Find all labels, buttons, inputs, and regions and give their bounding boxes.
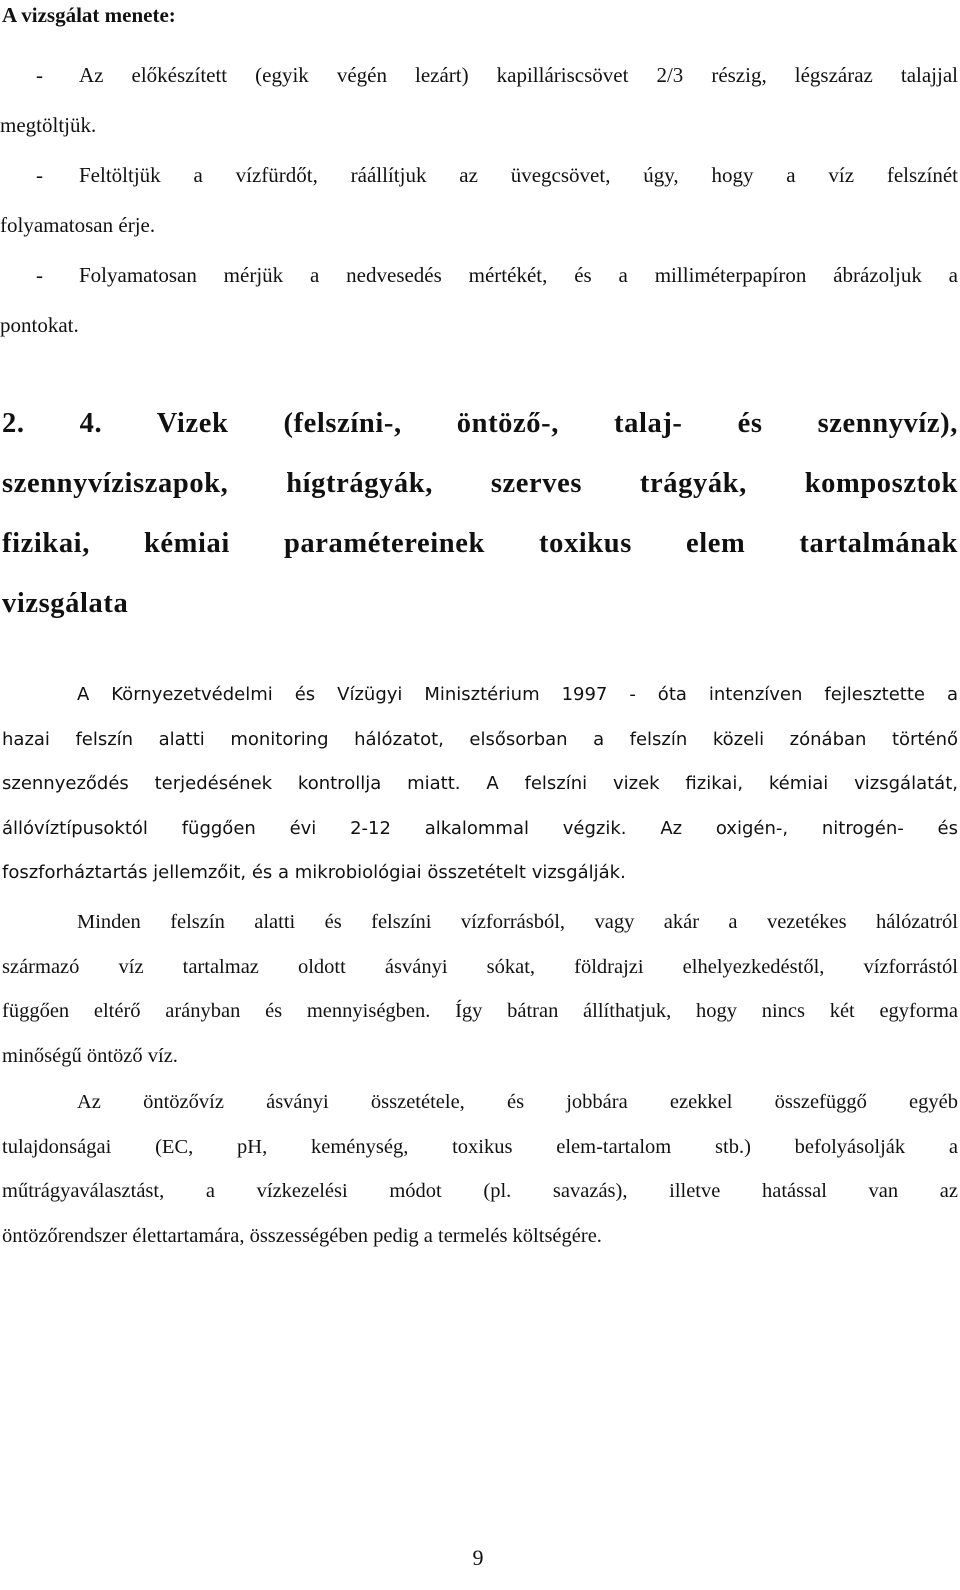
- paragraph-sentence: Az oxigén-, nitrogén- és: [660, 817, 958, 839]
- paragraph-line: Az öntözővíz ásványi összetétele, és jobbára ezekkel összefüggő egyéb: [77, 1091, 958, 1113]
- bullet-continuation: megtöltjük.: [0, 113, 97, 137]
- section-title-line: szennyvíziszapok, hígtrágyák, szerves trágyák, komposztok: [2, 468, 958, 499]
- procedure-steps-list: [0, 50, 958, 350]
- paragraph-water-sources: [2, 900, 958, 1078]
- page-number: 9: [472, 1545, 484, 1570]
- paragraph-line: [2, 762, 958, 807]
- paragraph-line: műtrágyaválasztást, a vízkezelési módot (pl. savazás), illetve hatással van az: [2, 1180, 958, 1202]
- paragraph-line: származó víz tartalmaz oldott ásványi sókat, földrajzi elhelyezkedéstől, vízforrástól: [2, 955, 958, 978]
- paragraph-line: tulajdonságai (EC, pH, keménység, toxikus elem-tartalom stb.) befolyásolják a: [2, 1135, 958, 1158]
- bullet-line: Feltöltjük a vízfürdőt, ráállítjuk az üvegcsövet, úgy, hogy a víz felszínét: [79, 163, 958, 187]
- paragraph-line: függően eltérő arányban és mennyiségben. Így bátran állíthatjuk, hogy nincs két egyforma: [2, 1000, 958, 1022]
- bullet-dash: -: [36, 163, 43, 187]
- bullet-dash: -: [36, 63, 43, 87]
- paragraph-sentence: A felszíni vizek fizikai, kémiai vizsgálatát,: [486, 773, 958, 794]
- bullet-line: Az előkészített (egyik végén lezárt) kapilláriscsövet 2/3 részig, légszáraz talajjal: [79, 63, 958, 87]
- paragraph-line: foszforháztartás jellemzőit, és a mikrobiológiai összetételt vizsgálják.: [2, 862, 626, 883]
- list-item: [0, 250, 958, 350]
- section-title-line: 2. 4. Vizek (felszíni-, öntöző-, talaj- és szennyvíz),: [2, 408, 958, 439]
- paragraph-line: öntözőrendszer élettartamára, összességében pedig a termelés költségére.: [2, 1224, 602, 1247]
- procedure-heading: A vizsgálat menete:: [2, 3, 176, 27]
- paragraph-monitoring: [2, 673, 958, 896]
- paragraph-line: hazai felszín alatti monitoring hálózatot, elsősorban a felszín közeli zónában történő: [2, 728, 958, 750]
- section-title-line: fizikai, kémiai paramétereinek toxikus elem tartalmának: [2, 528, 958, 559]
- paragraph-line: minőségű öntöző víz.: [2, 1044, 178, 1067]
- bullet-continuation: folyamatosan érje.: [0, 213, 156, 237]
- list-item: [0, 50, 958, 150]
- bullet-line: Folyamatosan mérjük a nedvesedés mértékét, és a milliméterpapíron ábrázoljuk a: [79, 263, 958, 287]
- paragraph-line: [2, 807, 958, 852]
- list-item: [0, 150, 958, 250]
- bullet-dash: -: [36, 263, 43, 287]
- bullet-continuation: pontokat.: [0, 313, 79, 337]
- paragraph-line: A Környezetvédelmi és Vízügyi Minisztérium 1997 - óta intenzíven fejlesztette a: [77, 684, 958, 705]
- paragraph-line: Minden felszín alatti és felszíni vízforrásból, vagy akár a vezetékes hálózatról: [77, 911, 958, 933]
- section-title: [2, 394, 958, 634]
- paragraph-irrigation-water: [2, 1080, 958, 1258]
- paragraph-sentence: állóvíztípusoktól függően évi 2-12 alkalommal végzik.: [2, 817, 627, 839]
- section-title-line: vizsgálata: [2, 588, 129, 619]
- paragraph-sentence: szennyeződés terjedésének kontrollja miatt.: [2, 773, 461, 794]
